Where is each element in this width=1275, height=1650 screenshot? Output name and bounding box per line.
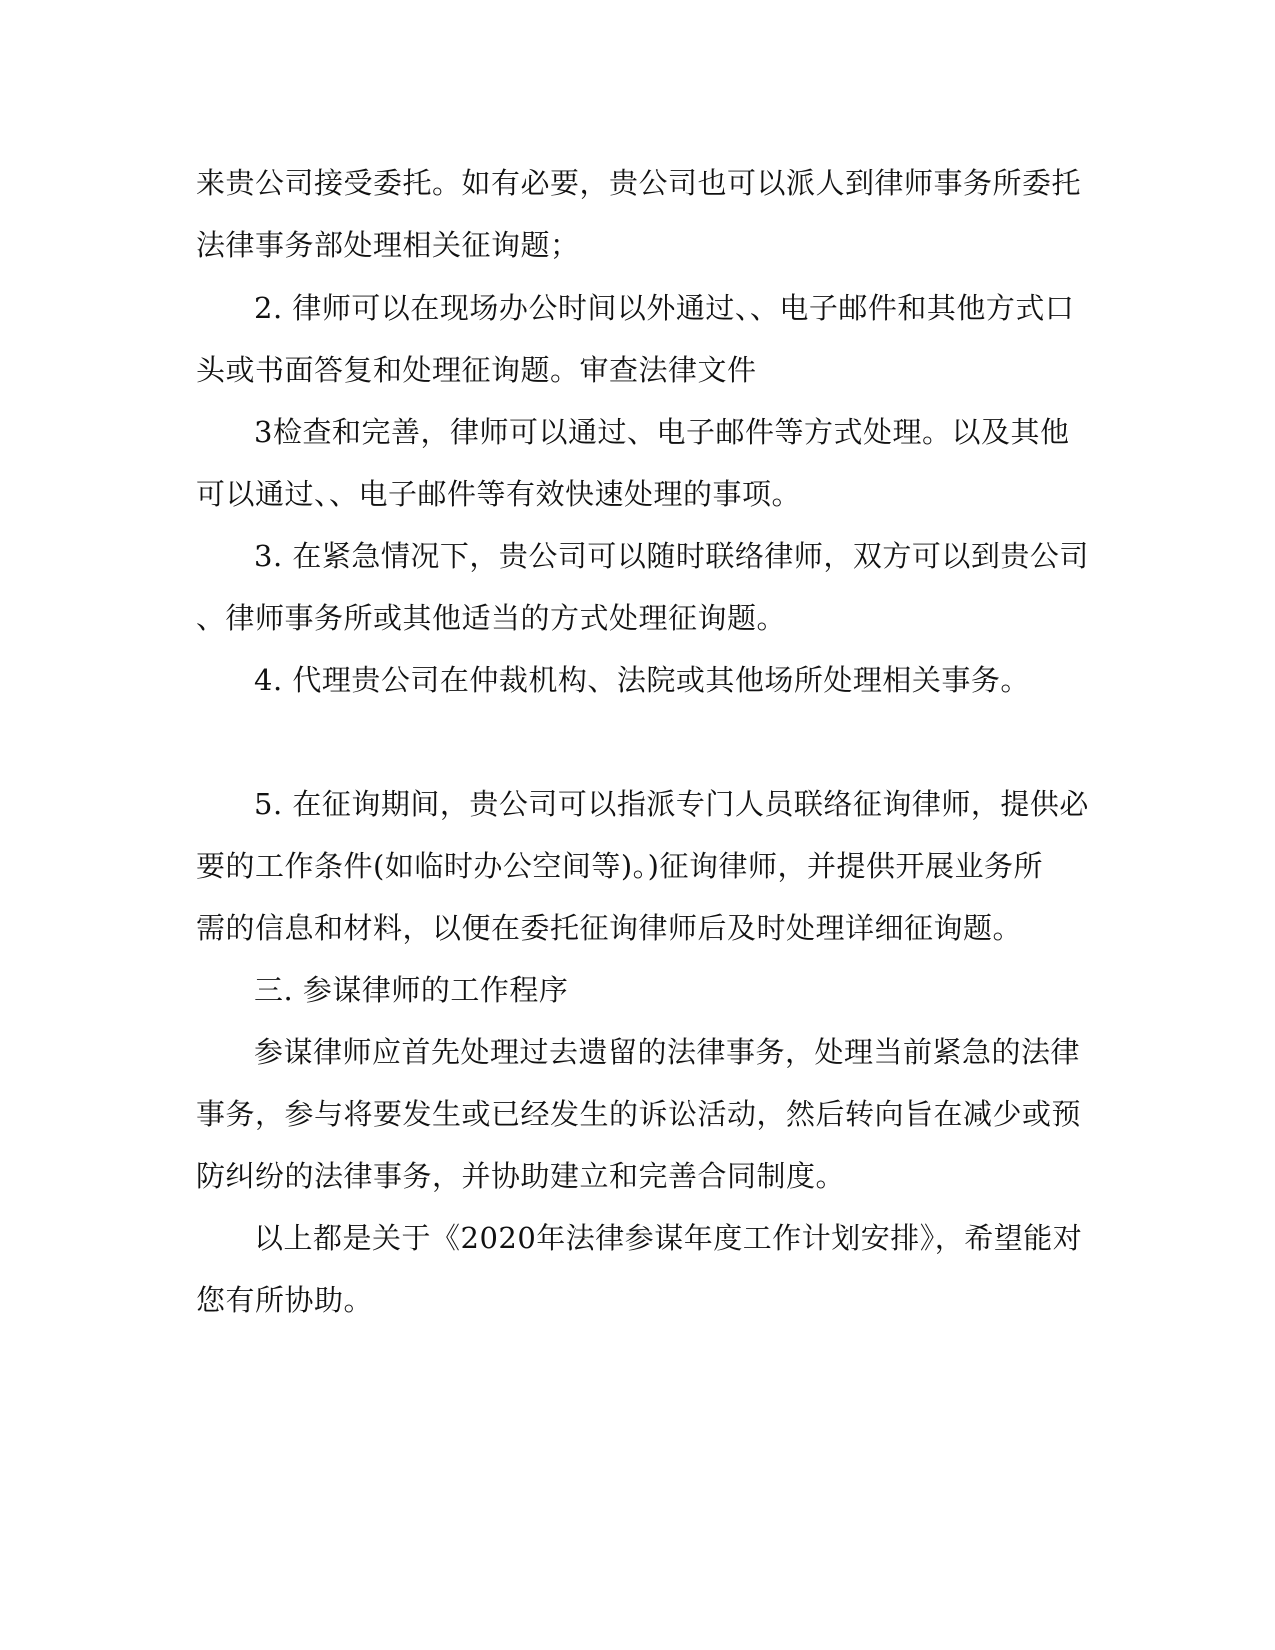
text-line: 要的工作条件(如临时办公空间等)。)征询律师，并提供开展业务所 xyxy=(196,849,1043,883)
text-line: 4. 代理贵公司在仲裁机构、法院或其他场所处理相关事务。 xyxy=(254,663,1030,697)
text-line: 您有所协助。 xyxy=(196,1283,374,1317)
text-line: 来贵公司接受委托。如有必要，贵公司也可以派人到律师事务所委托 xyxy=(196,166,1082,200)
section-heading: 三. 参谋律师的工作程序 xyxy=(254,973,569,1007)
text-line: 头或书面答复和处理征询题。审查法律文件 xyxy=(196,353,757,387)
text-line: 防纠纷的法律事务，并协助建立和完善合同制度。 xyxy=(196,1159,846,1193)
text-line: 、律师事务所或其他适当的方式处理征询题。 xyxy=(196,601,787,635)
text-line: 以上都是关于《2020年法律参谋年度工作计划安排》，希望能对 xyxy=(254,1221,1083,1255)
text-line: 3检查和完善，律师可以通过、电子邮件等方式处理。以及其他 xyxy=(254,415,1070,449)
text-line: 5. 在征询期间，贵公司可以指派专门人员联络征询律师，提供必 xyxy=(254,787,1089,821)
text-line: 事务，参与将要发生或已经发生的诉讼活动，然后转向旨在减少或预 xyxy=(196,1097,1082,1131)
text-line: 可以通过、、电子邮件等有效快速处理的事项。 xyxy=(196,477,802,511)
text-line: 3. 在紧急情况下，贵公司可以随时联络律师，双方可以到贵公司 xyxy=(254,539,1089,573)
text-line: 参谋律师应首先处理过去遗留的法律事务，处理当前紧急的法律 xyxy=(254,1035,1081,1069)
text-line: 法律事务部处理相关征询题； xyxy=(196,228,580,262)
text-line: 需的信息和材料，以便在委托征询律师后及时处理详细征询题。 xyxy=(196,911,1023,945)
text-line: 2. 律师可以在现场办公时间以外通过、、电子邮件和其他方式口 xyxy=(254,291,1075,325)
